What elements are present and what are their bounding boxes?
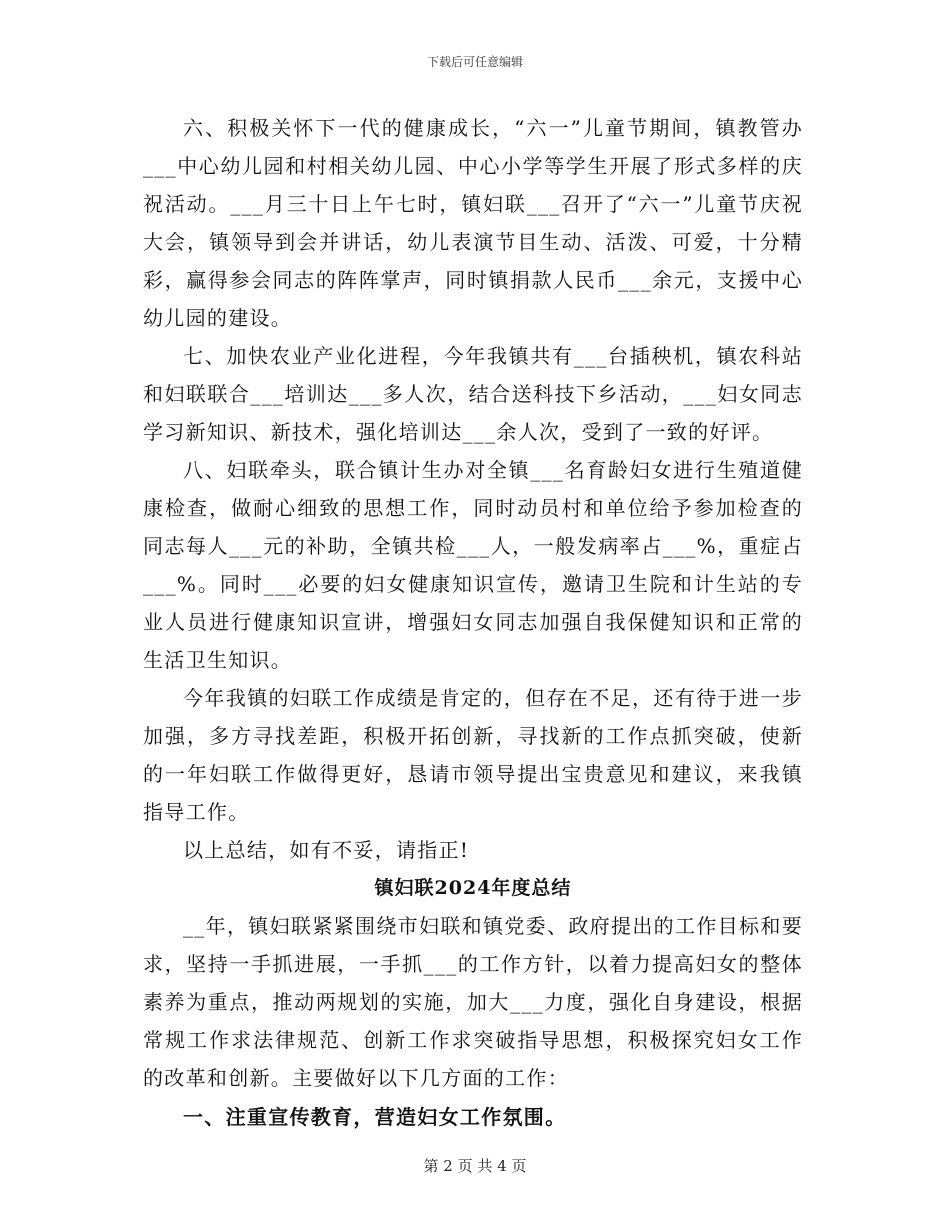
paragraph-item-8: 八、妇联牵头，联合镇计生办对全镇___名育龄妇女进行生殖道健康检查，做耐心细致的思想工作，同时动员村和单位给予参加检查的同志每人___元的补助，全镇共检___人，一般发病率占___%，重症占___%。同时___必要的妇女健康知识宣传，邀请卫生院和计生站的专业人员进行健康知识宣讲，增强妇女同志加强自我保健知识和正常的生活卫生知识。 xyxy=(143,458,803,672)
paragraph-item-6: 六、积极关怀下一代的健康成长，“六一”儿童节期间，镇教管办___中心幼儿园和村相关幼儿园、中心小学等学生开展了形式多样的庆祝活动。___月三十日上午七时，镇妇联___召开了“六一”儿童节庆祝大会，镇领导到会并讲话，幼儿表演节目生动、活泼、可爱，十分精彩，赢得参会同志的阵阵掌声，同时镇捐款人民币___余元，支援中心幼儿园的建设。 xyxy=(143,116,803,330)
paragraph-closing: 以上总结，如有不妥，请指正! xyxy=(183,838,470,862)
document-body xyxy=(143,109,803,1137)
paragraph-conclusion: 今年我镇的妇联工作成绩是肯定的，但存在不足，还有待于进一步加强，多方寻找差距，积极开拓创新，寻找新的工作点抓突破，使新的一年妇联工作做得更好，恳请市领导提出宝贵意见和建议，来我镇指导工作。 xyxy=(143,686,803,824)
page-header: 下载后可任意编辑 xyxy=(426,55,523,69)
section-heading: 一、注重宣传教育，营造妇女工作氛围。 xyxy=(183,1105,567,1129)
paragraph-item-7: 七、加快农业产业化进程，今年我镇共有___台插秧机，镇农科站和妇联联合___培训达___多人次，结合送科技下乡活动，___妇女同志学习新知识、新技术，强化培训达___余人次，受到了一致的好评。 xyxy=(143,344,803,444)
page-footer: 第 2 页 共 4 页 xyxy=(423,1157,527,1175)
paragraph-intro: __年，镇妇联紧紧围绕市妇联和镇党委、政府提出的工作目标和要求，坚持一手抓进展，一手抓___的工作方针，以着力提高妇女的整体素养为重点，推动两规划的实施，加大___力度，强化自身建设，根据常规工作求法律规范、创新工作求突破指导思想，积极探究妇女工作的改革和创新。主要做好以下几方面的工作： xyxy=(143,914,803,1090)
document-title: 镇妇联2024年度总结 xyxy=(374,877,572,899)
